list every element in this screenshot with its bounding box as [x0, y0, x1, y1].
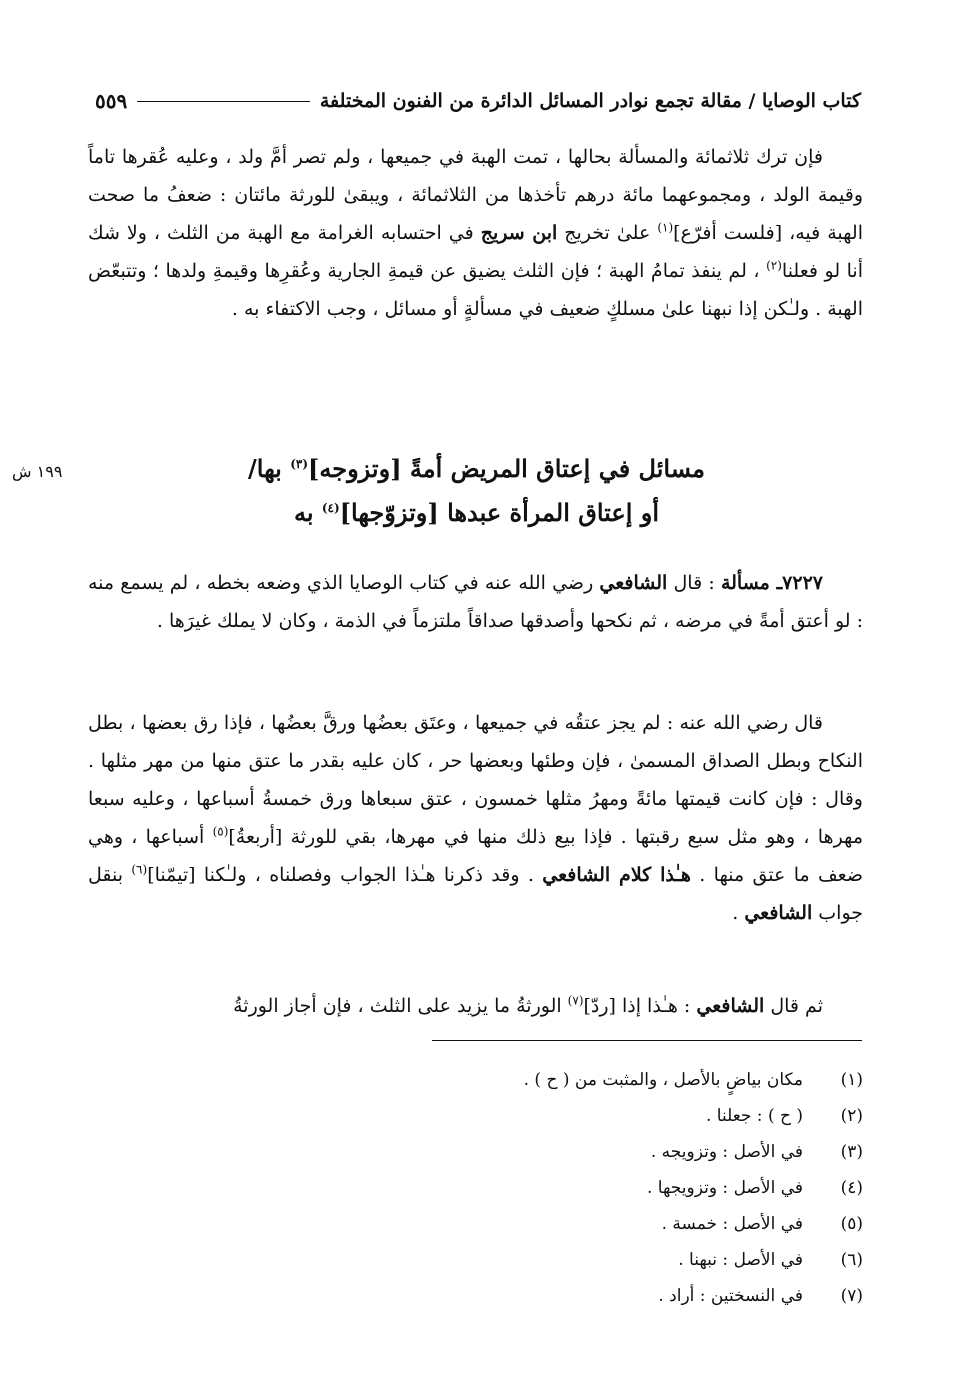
p3-bold-name: الشافعي — [744, 902, 813, 924]
p2-bold-name: الشافعي — [599, 572, 668, 594]
page-number: ٥٥٩ — [95, 89, 128, 113]
p4-text-a: ثم قال — [764, 995, 823, 1017]
p1-text-c: في احتسابه الغرامة مع الهبة من الثلث ، ولا شك أنا لو فعلنا — [88, 222, 863, 282]
running-header — [95, 84, 861, 118]
footnote-item: (١) مكان بياضٍ بالأصل ، والمثبت من ( ح ) . — [523, 1070, 863, 1090]
footnote-ref-1: (١) — [657, 220, 674, 235]
heading-line-2: أو إعتاق المرأة عبدها [وتزوّجها]$^{(٤)}$ به — [293, 498, 660, 527]
paragraph-1 — [88, 138, 863, 328]
footnote-ref-5: (٥) — [212, 824, 229, 839]
footnote-ref-3: (٣) — [290, 457, 309, 471]
footnote-item: (٦) في الأصل : نبهنا . — [678, 1250, 863, 1270]
p3-bold-quote: هـٰذا كلام الشافعي — [542, 864, 691, 886]
p3-text-d: بنقل جواب — [88, 864, 863, 924]
p3-text-c: . وقد ذكرنا هـٰذا الجواب وفصلناه ، ولـٰكنا [تيمّنا] — [147, 864, 543, 886]
footnote-item: (٤) في الأصل : وتزويجها . — [646, 1178, 863, 1198]
footnote-item: (٣) في الأصل : وتزويجه . — [650, 1142, 863, 1162]
p3-text-b: أسباعها ، وهي ضعف ما عتق منها . — [88, 826, 863, 886]
p1-text-b: علىٰ تخريج — [557, 222, 658, 244]
header-title: كتاب الوصايا / مقالة تجمع نوادر المسائل الدائرة من الفنون المختلفة — [319, 90, 861, 112]
p4-text-b: : هـٰذا إذا [ردّ] — [583, 995, 697, 1017]
p4-text-c: الورثةُ ما يزيد على الثلث ، فإن أجاز الورثةُ — [233, 995, 568, 1017]
margin-folio-note: ١٩٩ ش — [12, 462, 63, 481]
p4-bold-name: الشافعي — [696, 995, 765, 1017]
paragraph-4 — [88, 987, 863, 1025]
footnote-ref-2: (٢) — [766, 258, 782, 273]
footnote-ref-7: (٧) — [567, 993, 584, 1008]
footnote-separator — [432, 1040, 862, 1041]
p1-text-a: فإن ترك ثلاثمائة والمسألة بحالها ، تمت الهبة في جميعها ، ولم تصر أمَّ ولد ، وعليه عُقرها تاماً وقيمة الولد ، ومجموعهما مائة درهم تأخذها من الثلاثمائة ، ويبقىٰ للورثة مائتان : ضعفُ ما صحت الهبة فيه، [فلست أفرّع] — [88, 146, 863, 244]
footnotes — [263, 1062, 863, 1314]
p3-text-a: قال رضي الله عنه : لم يجز عتقُه في جميعها ، وعتَق بعضُها ورقَّ بعضُها ، فإذا رق بعضها ، بطل النكاح وبطل الصداق المسمىٰ ، فإن وطئها وبعضها حر ، كان عليه بقدر ما عتق منها من مهر مثلها . وقال : فإن كانت قيمتها مائةً ومهرُ مثلها خمسون ، عتق سبعاها ورق خمسةُ أسباعها ، وعليه سبعا مهرها ، وهو مثل سبع رقبتها . فإذا بيع ذلك منها في مهرها، بقي للورثة [أربعةُ] — [88, 712, 863, 848]
heading-line-1: مسائل في إعتاق المريض أمةً [وتزوجه]$^{(٣)}$ بها/ — [248, 454, 705, 483]
footnote-item: (٢) ( ح ) : جعلنا . — [705, 1106, 863, 1126]
p2-text-a: : قال — [667, 572, 721, 594]
footnote-item: (٥) في الأصل : خمسة . — [661, 1214, 863, 1234]
p3-text-e: . — [732, 902, 745, 924]
header-rule — [137, 101, 310, 102]
issue-number: ٧٢٢٧ـ مسألة — [720, 572, 823, 594]
p1-bold-name: ابن سريج — [480, 222, 558, 244]
section-heading — [150, 447, 803, 535]
footnote-item: (٧) في النسختين : أراد . — [658, 1286, 863, 1306]
p2-text-b: رضي الله عنه في كتاب الوصايا الذي وضعه بخطه ، لم يسمع منه : لو أعتق أمةً في مرضه ، ثم نكحها وأصدقها صداقاً ملتزماً في الذمة ، وكان لا يملك غيرَها . — [88, 572, 863, 632]
paragraph-2 — [88, 564, 863, 640]
paragraph-3 — [88, 704, 863, 932]
p1-text-d: ، لم ينفذ تمامُ الهبة ؛ فإن الثلث يضيق عن قيمةِ الجارية وعُقرِها وقيمةِ ولدها ؛ وتتبعّض الهبة . ولـٰكن إذا نبهنا علىٰ مسلكٍ ضعيف في مسألةٍ أو مسائل ، وجب الاكتفاء به . — [88, 260, 863, 320]
footnote-ref-6: (٦) — [131, 862, 148, 877]
footnote-ref-4: (٤) — [321, 501, 340, 515]
